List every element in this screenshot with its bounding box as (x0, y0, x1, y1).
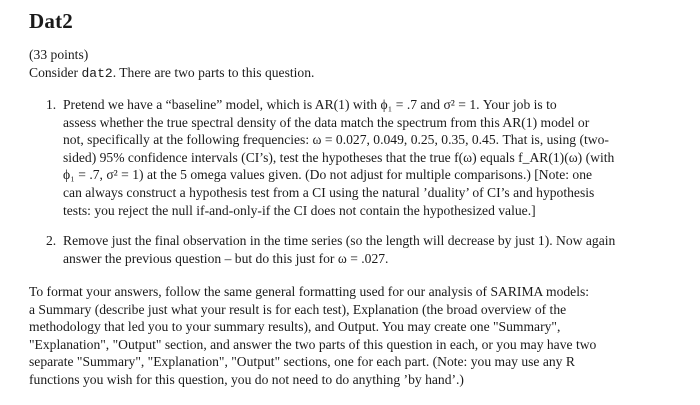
question-number: 2. (46, 233, 57, 248)
question-line: Pretend we have a “baseline” model, which is AR(1) with ϕ₁ = .7 and σ² = 1. Your job is to (63, 97, 557, 112)
question-line: not, specifically at the following frequencies: ω = 0.027, 0.049, 0.25, 0.35, 0.45. That is, using (two- (63, 132, 609, 148)
question-2 (46, 232, 686, 272)
question-line: tests: you reject the null if-and-only-if the CI does not contain the hypothesized value.] (63, 202, 536, 218)
dataset-name: dat2 (81, 66, 113, 81)
question-1 (46, 96, 686, 226)
question-line: ϕ₁ = .7, σ² = 1) at the 5 omega values given. (Do not adjust for multiple comparisons.) [Note: one (63, 167, 593, 183)
question-line: sided) 95% confidence intervals (CI’s), test the hypotheses that the true f(ω) equals f_AR(1)(ω) (with (63, 149, 615, 165)
question-line: Remove just the final observation in the time series (so the length will decrease by just 1). Now again (63, 233, 616, 248)
question-line: answer the previous question – but do this just for ω = .027. (63, 250, 389, 266)
paragraph-line: a Summary (describe just what your result is for each test), Explanation (the broad overview of the (29, 301, 567, 317)
intro-suffix: . There are two parts to this question. (112, 65, 315, 80)
intro-text (29, 65, 314, 81)
paragraph-line: methodology that led you to your summary results), and Output. You may create one "Summary", (29, 319, 561, 335)
page-title: Dat2 (29, 9, 73, 33)
question-line: assess whether the true spectral density of the data match the spectrum from this AR(1) model or (63, 114, 590, 130)
paragraph-line: "Explanation", "Output" section, and answer the two parts of this question in each, or you may have two (29, 336, 597, 352)
question-line: can always construct a hypothesis test from a CI using the natural ’duality’ of CI’s and hypothesis (63, 185, 595, 200)
question-number: 1. (46, 97, 57, 112)
paragraph-line: separate "Summary", "Explanation", "Output" sections, one for each part. (Note: you may use any R (29, 354, 575, 370)
paragraph-line: functions you wish for this question, you do not need to do anything ’by hand’.) (29, 372, 464, 387)
points-label: (33 points) (29, 47, 89, 62)
paragraph-line: To format your answers, follow the same general formatting used for our analysis of SARIMA models: (29, 284, 590, 299)
intro-prefix: Consider (29, 65, 82, 80)
